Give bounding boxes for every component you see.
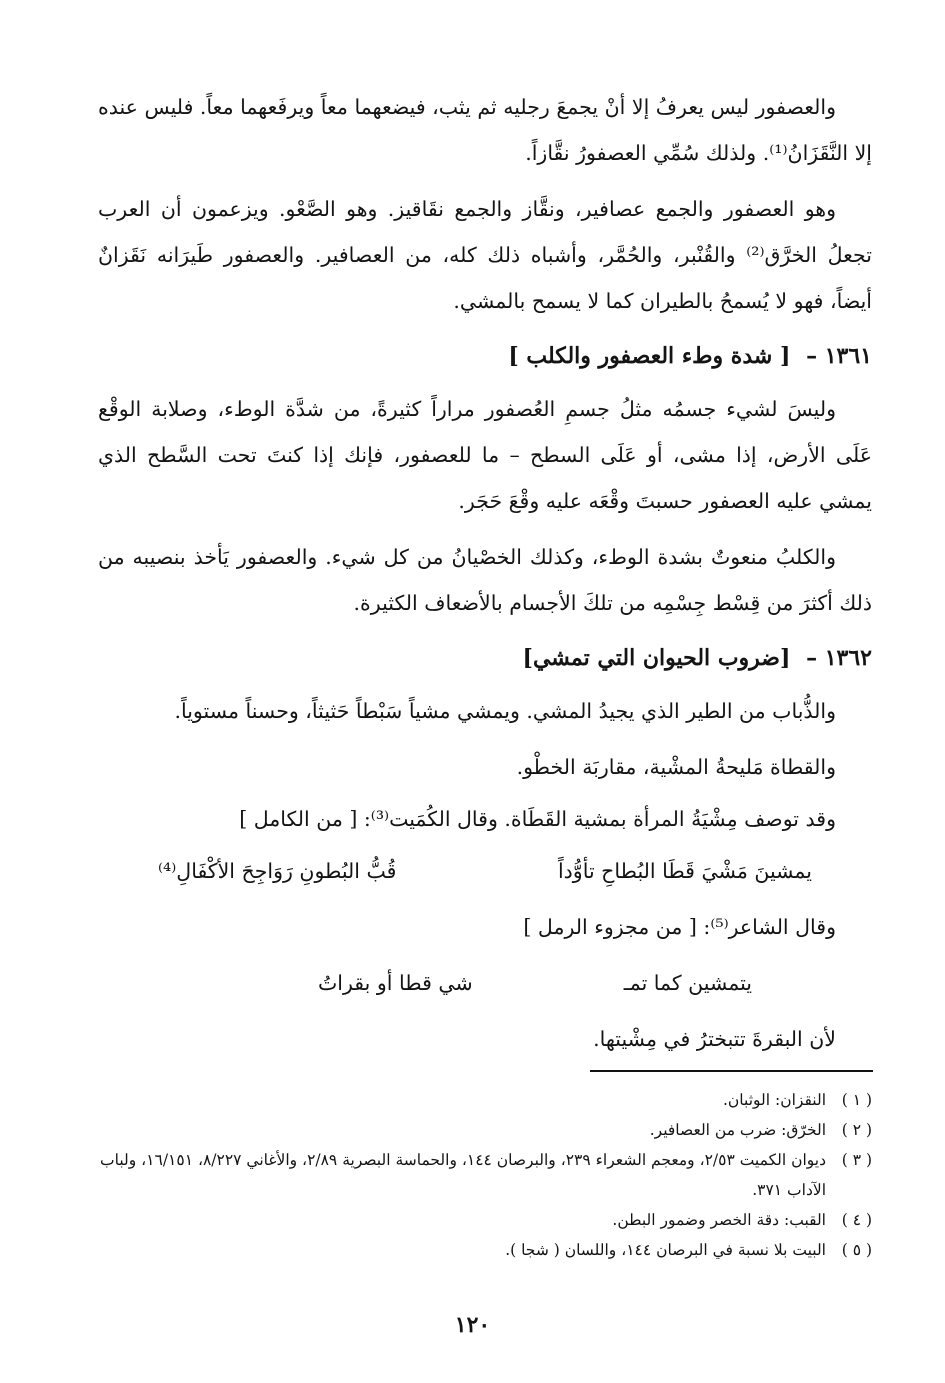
paragraph: والكلبُ منعوتٌ بشدة الوطء، وكذلك الخصْيانُ من كل شيء. والعصفور يَأخذ بنصيبه من ذلك أكثرَ من قِسْط جِسْمِه من تلكَ الأجسام بالأضعاف الكثيرة.: [98, 545, 872, 615]
poem-verse: [158, 848, 812, 894]
page-number: ١٢٠: [454, 1312, 491, 1338]
section-heading: [98, 334, 872, 378]
footnote-number: ( ١ ): [841, 1091, 872, 1109]
footnote: [98, 1115, 872, 1145]
paragraph: لأن البقرةَ تتبخترُ في مِشْيتها.: [593, 1027, 836, 1051]
footnote-text: الخرّق: ضرب من العصافير.: [649, 1121, 826, 1139]
footnote-text: ديوان الكميت ٢/٥٣، ومعجم الشعراء ٢٣٩، والبرصان ١٤٤، والحماسة البصرية ٢/٨٩، والأغاني ٨/٢٢٧، ١٦/١٥١، ولباب الآداب ٣٧١.: [100, 1151, 826, 1199]
verse-hemistich-second: قُبُّ البُطونِ رَوَاجِحَ الأكْفَالِ⁽⁴⁾: [158, 859, 397, 883]
paragraph: والقطاة مَليحةُ المشْية، مقاربَة الخطْو.: [516, 755, 836, 779]
section-heading: [98, 636, 872, 680]
footnote-number: ( ٤ ): [841, 1211, 872, 1229]
paragraph: وليسَ لشيء جسمُه مثلُ جسمِ العُصفور مراراً كثيرةً، من شدَّة الوطء، وصلابة الوقْع عَلَى الأرض، إذا مشى، أو عَلَى السطح – ما للعصفور، فإنك إذا كنتَ تحت السَّطح الذي يمشي عليه العصفور حسبتَ وقْعَه عليه وقْعَ حَجَر.: [98, 397, 872, 513]
paragraph: وقد توصف مِشْيَةُ المرأة بمشية القَطَاة. وقال الكُمَيت⁽³⁾: [ من الكامل ]: [239, 807, 836, 831]
footnote-text: القبب: دقة الخصر وضمور البطن.: [612, 1211, 826, 1229]
section-title: [ضروب الحيوان التي تمشي]: [522, 645, 791, 671]
footnote-number: ( ٣ ): [841, 1151, 872, 1169]
verse-hemistich-second: شي قطا أو بقراتُ: [318, 971, 473, 995]
footnotes: [98, 1085, 872, 1265]
footnote: [98, 1145, 872, 1205]
paragraph: والذُّباب من الطير الذي يجيدُ المشي. ويمشي مشياً سَبْطاً حَثيثاً، وحسناً مستوياً.: [174, 699, 836, 723]
footnote-number: ( ٢ ): [841, 1121, 872, 1139]
paragraph: وهو العصفور والجمع عصافير، ونقَّاز والجمع نقَاقيز. وهو الصَّعْو. ويزعمون أن العرب تجعلُ الخرَّق⁽²⁾ والقُنْبر، والحُمَّر، وأشباه ذلك كله، من العصافير. والعصفور طَيرَانه نَقَزانٌ أيضاً، فهو لا يُسمحُ بالطيران كما لا يسمح بالمشي.: [98, 197, 872, 313]
section-number: ١٣٦٢ –: [806, 645, 872, 671]
footnote: [98, 1085, 872, 1115]
section-title: [ شدة وطء العصفور والكلب ]: [508, 343, 791, 369]
footnote: [98, 1235, 872, 1265]
footnote-text: النقزان: الوثبان.: [723, 1091, 826, 1109]
section-number: ١٣٦١ –: [806, 343, 872, 369]
footnote: [98, 1205, 872, 1235]
main-text: [98, 84, 872, 1068]
footnote-separator: [590, 1070, 873, 1072]
verse-hemistich-first: يتمشين كما تمـ: [623, 971, 752, 995]
paragraph: وقال الشاعر⁽⁵⁾: [ من مجزوء الرمل ]: [523, 915, 836, 939]
footnote-text: البيت بلا نسبة في البرصان ١٤٤، واللسان ( شجا ).: [505, 1241, 826, 1259]
verse-hemistich-first: يمشينَ مَشْيَ قَطَا البُطاحِ تأوُّداً: [557, 859, 812, 883]
footnote-number: ( ٥ ): [841, 1241, 872, 1259]
paragraph: والعصفور ليس يعرفُ إلا أنْ يجمعَ رجليه ثم يثب، فيضعهما معاً ويرفَعهما معاً. فليس عنده إلا النَّقَزَانُ⁽¹⁾. ولذلك سُمِّي العصفورُ نقَّازاً.: [98, 95, 872, 165]
poem-verse: [318, 960, 752, 1006]
